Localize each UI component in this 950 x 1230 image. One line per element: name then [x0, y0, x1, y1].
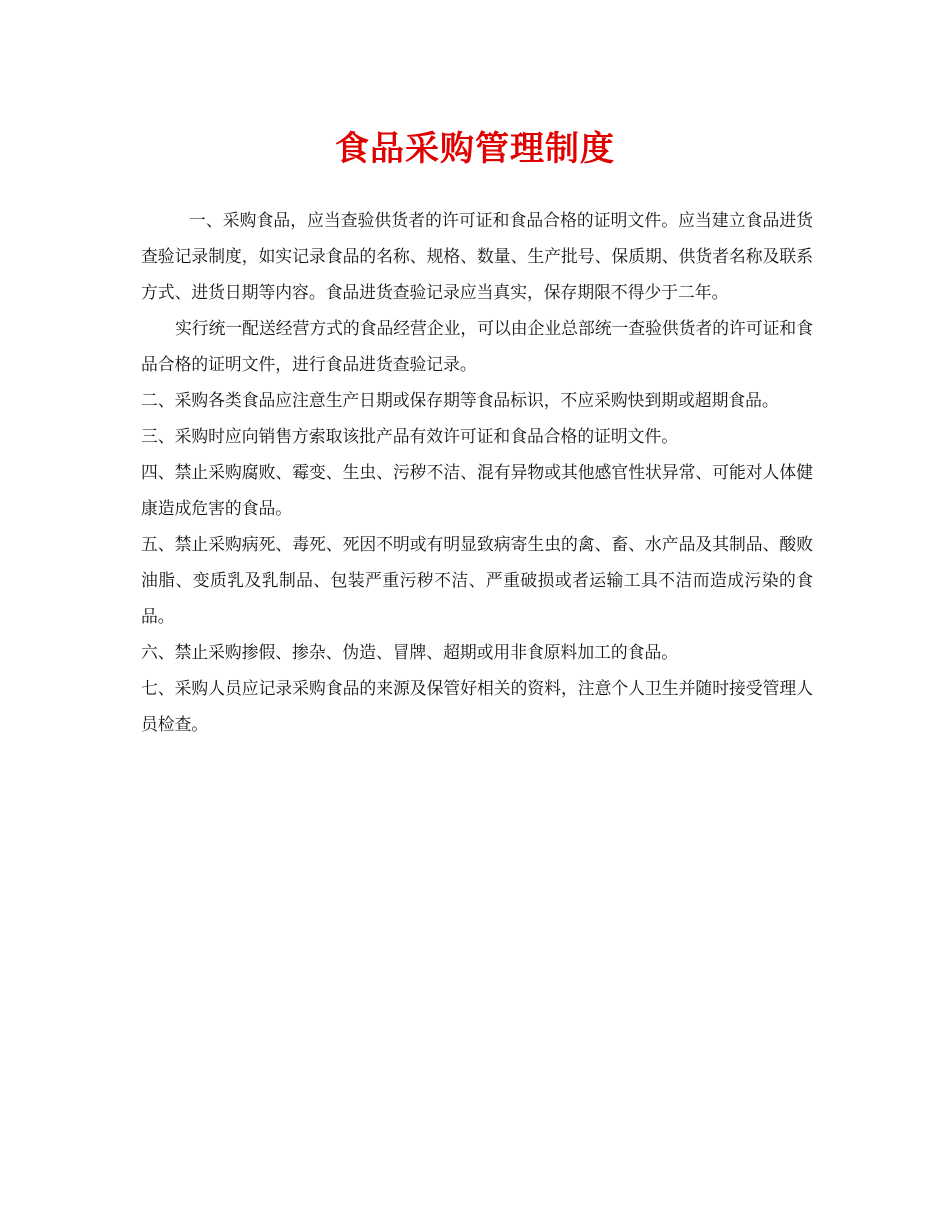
paragraph-3: 二、采购各类食品应注意生产日期或保存期等食品标识，不应采购快到期或超期食品。 — [141, 390, 779, 410]
paragraph-7: 六、禁止采购掺假、掺杂、伪造、冒牌、超期或用非食原料加工的食品。 — [141, 642, 679, 662]
document-title: 食品采购管理制度 — [335, 129, 615, 169]
paragraph-2: 实行统一配送经营方式的食品经营企业，可以由企业总部统一查验供货者的许可证和食品合格的证明文件，进行食品进货查验记录。 — [141, 318, 813, 374]
paragraph-5: 四、禁止采购腐败、霉变、生虫、污秽不洁、混有异物或其他感官性状异常、可能对人体健康造成危害的食品。 — [141, 462, 813, 518]
paragraph-1: 一、采购食品，应当查验供货者的许可证和食品合格的证明文件。应当建立食品进货查验记录制度，如实记录食品的名称、规格、数量、生产批号、保质期、供货者名称及联系方式、进货日期等内容。食品进货查验记录应当真实，保存期限不得少于二年。 — [141, 210, 813, 302]
document-body — [141, 202, 813, 742]
paragraph-8: 七、采购人员应记录采购食品的来源及保管好相关的资料，注意个人卫生并随时接受管理人员检查。 — [141, 678, 813, 734]
paragraph-4: 三、采购时应向销售方索取该批产品有效许可证和食品合格的证明文件。 — [141, 426, 679, 446]
paragraph-6: 五、禁止采购病死、毒死、死因不明或有明显致病寄生虫的禽、畜、水产品及其制品、酸败油脂、变质乳及乳制品、包装严重污秽不洁、严重破损或者运输工具不洁而造成污染的食品。 — [141, 534, 813, 626]
